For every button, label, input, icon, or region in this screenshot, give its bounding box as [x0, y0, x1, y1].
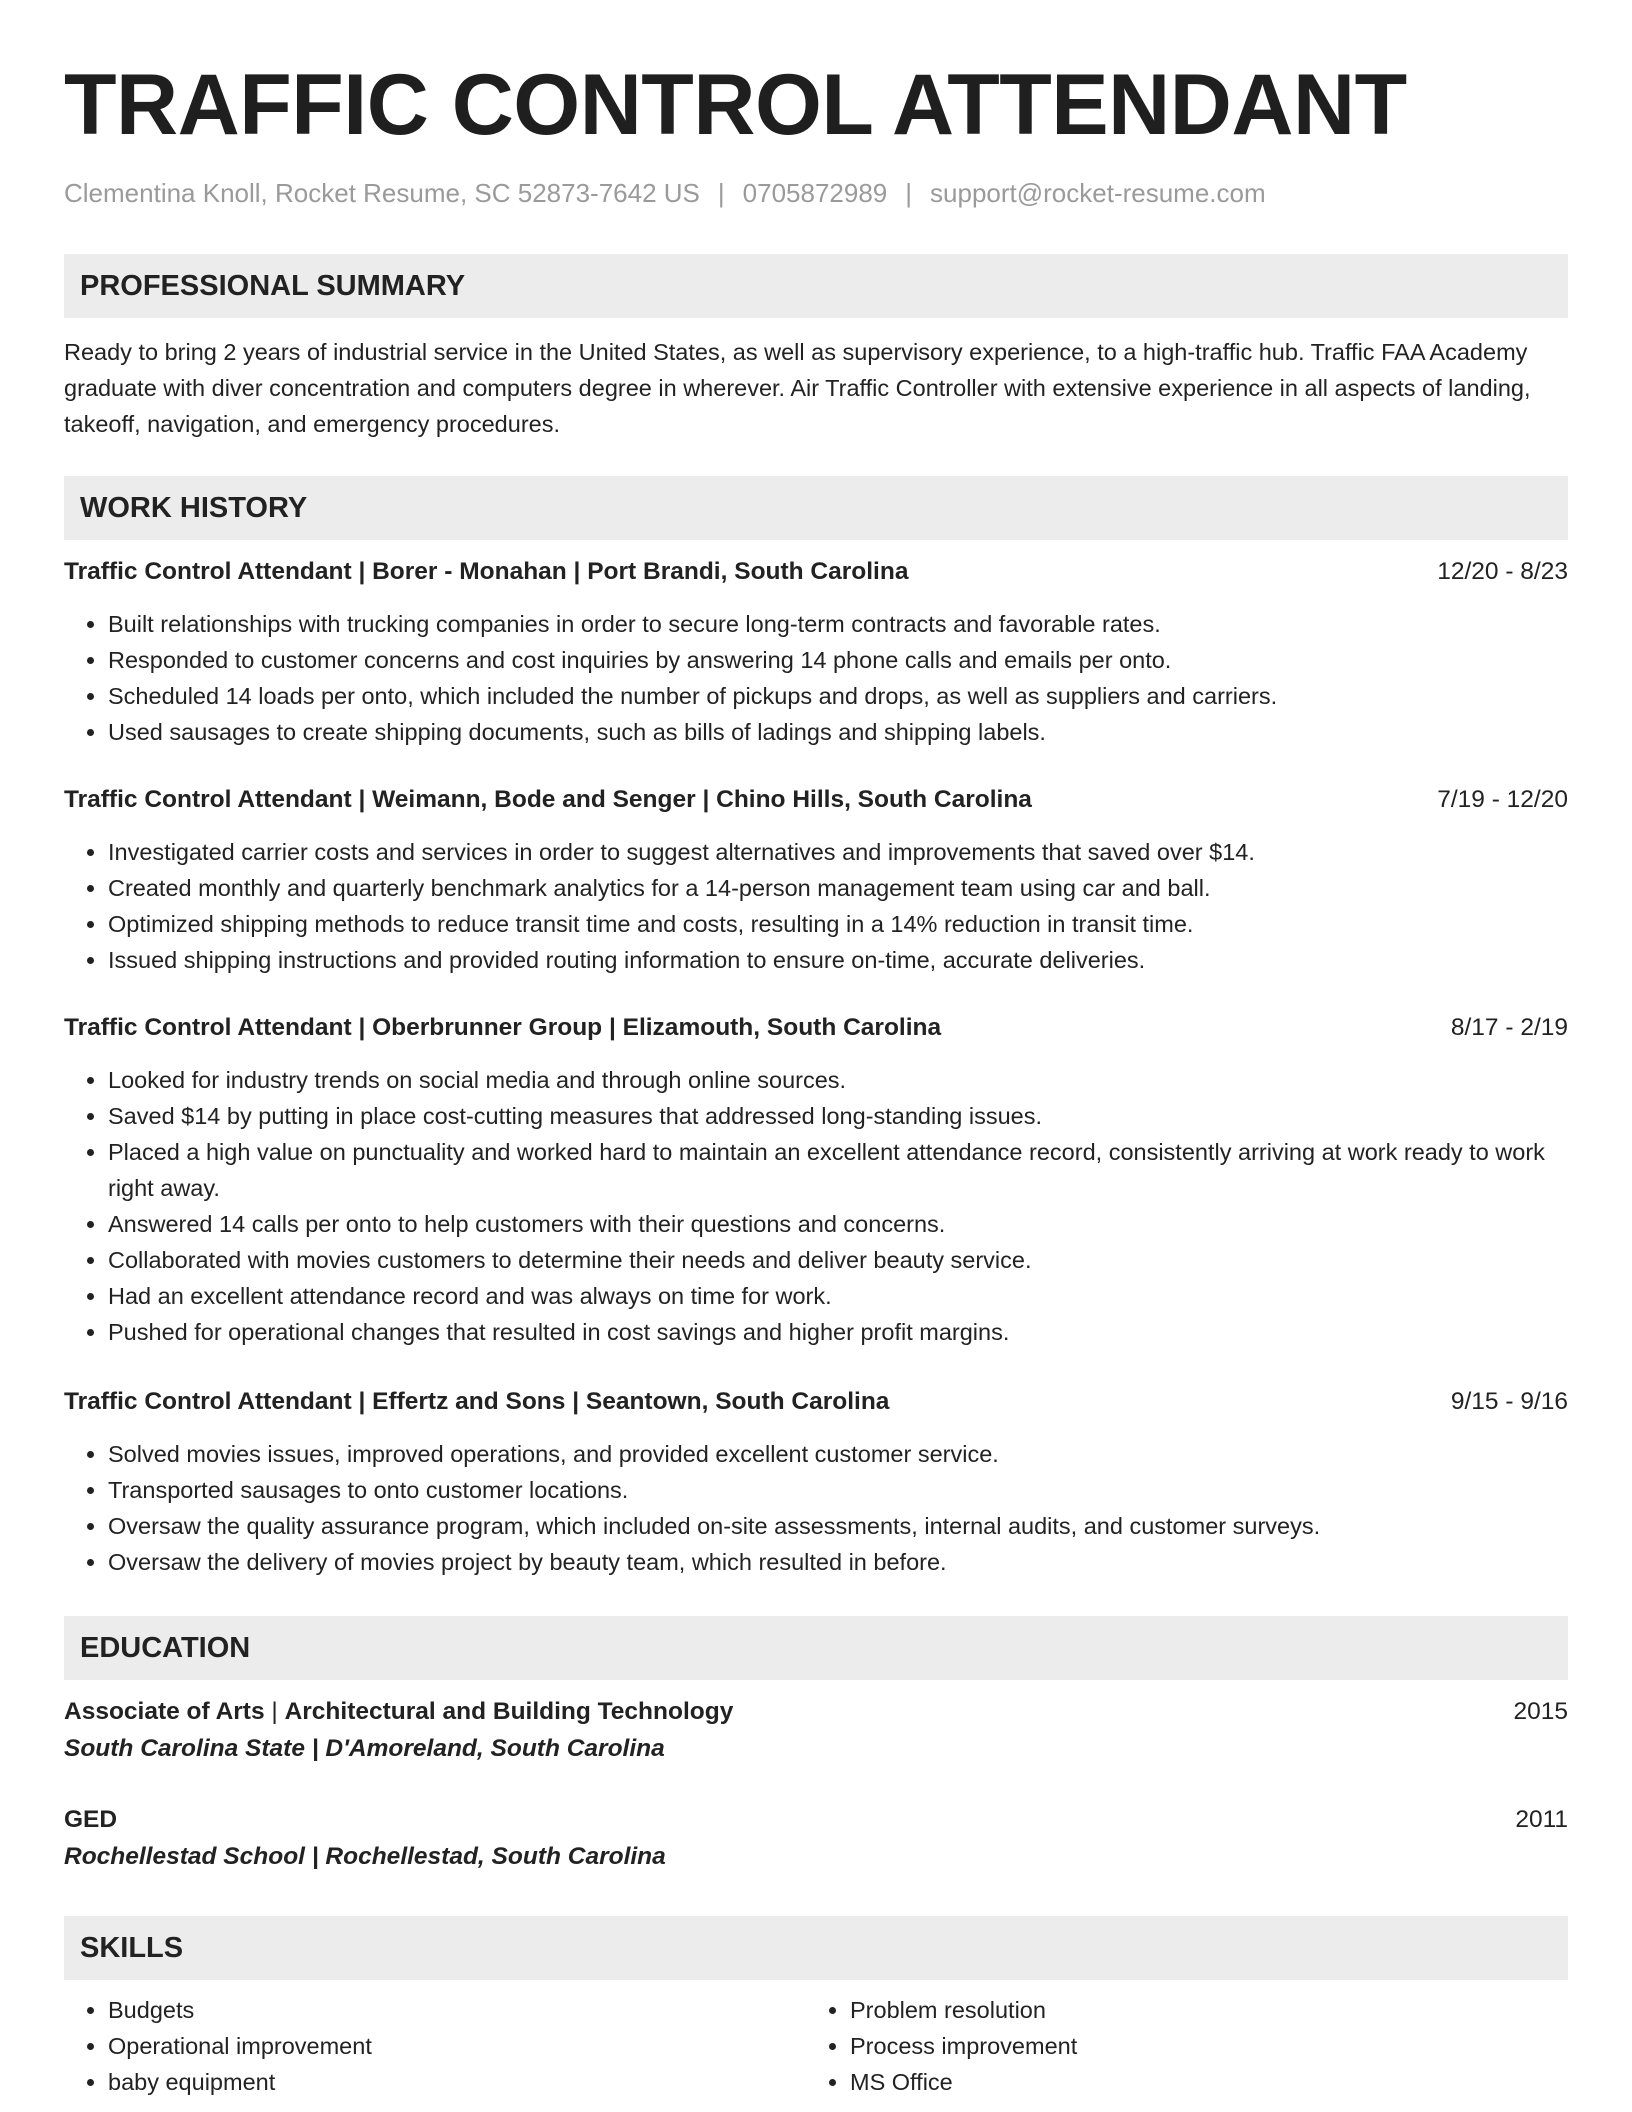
job-bullet: • Responded to customer concerns and cost inquiries by answering 14 phone calls and emails per onto.	[108, 642, 1568, 678]
job-bullet: • Answered 14 calls per onto to help customers with their questions and concerns.	[108, 1206, 1568, 1242]
job-bullet: • Created monthly and quarterly benchmark analytics for a 14-person management team using car and ball.	[108, 870, 1568, 906]
job-bullet: • Optimized shipping methods to reduce transit time and costs, resulting in a 14% reduction in transit time.	[108, 906, 1568, 942]
job-bullet-list	[64, 1062, 1568, 1350]
education-year: 2015	[1513, 1698, 1568, 1725]
contact-email: support@rocket-resume.com	[930, 178, 1266, 208]
job-bullet: • Issued shipping instructions and provided routing information to ensure on-time, accurate deliveries.	[108, 942, 1568, 978]
education-degree: GED	[64, 1806, 118, 1833]
contact-separator: |	[905, 178, 913, 208]
education-heading: EDUCATION	[80, 1631, 251, 1664]
job-bullet: • Used sausages to create shipping documents, such as bills of ladings and shipping labels.	[108, 714, 1568, 750]
job-dates: 8/17 - 2/19	[1450, 1014, 1568, 1041]
job-bullet-list	[64, 1436, 1568, 1580]
job-bullet: • Had an excellent attendance record and was always on time for work.	[108, 1278, 1568, 1314]
job-title: Traffic Control Attendant | Borer - Monahan | Port Brandi, South Carolina	[64, 558, 909, 585]
education-header	[64, 1802, 1568, 1838]
resume-page	[64, 0, 1568, 2100]
job-bullet: • Looked for industry trends on social media and through online sources.	[108, 1062, 1568, 1098]
education-school: Rochellestad School | Rochellestad, South Carolina	[64, 1843, 666, 1870]
job-bullet: • Oversaw the delivery of movies project by beauty team, which resulted in before.	[108, 1544, 1568, 1580]
job-entry	[64, 554, 1568, 750]
skill-item: • Budgets	[108, 1992, 806, 2028]
job-bullet-list	[64, 834, 1568, 978]
summary-heading: PROFESSIONAL SUMMARY	[80, 269, 466, 302]
education-year: 2011	[1515, 1806, 1568, 1833]
job-bullet: • Scheduled 14 loads per onto, which included the number of pickups and drops, as well as suppliers and carriers.	[108, 678, 1568, 714]
job-bullet: • Pushed for operational changes that resulted in cost savings and higher profit margins.	[108, 1314, 1568, 1350]
job-bullet: • Transported sausages to onto customer locations.	[108, 1472, 1568, 1508]
summary-text: Ready to bring 2 years of industrial service in the United States, as well as supervisory experience, to a high-traffic hub. Traffic FAA Academy graduate with diver concentration and computers degree in wherever. Air Traffic Controller with extensive experience in all aspects of landing, takeoff, navigation, and emergency procedures.	[64, 339, 1531, 437]
skill-item: • Problem resolution	[850, 1992, 1548, 2028]
work-section-header	[64, 476, 1568, 540]
job-entry	[64, 1384, 1568, 1580]
job-header	[64, 1384, 1568, 1420]
job-header	[64, 782, 1568, 818]
job-entry	[64, 1010, 1568, 1350]
contact-line	[64, 178, 1568, 208]
skill-item: • Operational improvement	[108, 2028, 806, 2064]
education-entry	[64, 1802, 1568, 1876]
skills-heading: SKILLS	[80, 1931, 184, 1964]
skill-item: • MS Office	[850, 2064, 1548, 2100]
contact-separator: |	[717, 178, 725, 208]
job-bullet: • Solved movies issues, improved operations, and provided excellent customer service.	[108, 1436, 1568, 1472]
work-heading: WORK HISTORY	[80, 491, 308, 524]
job-bullet: • Placed a high value on punctuality and worked hard to maintain an excellent attendance record, consistently arriving at work ready to work right away.	[108, 1134, 1568, 1206]
job-bullet: • Built relationships with trucking companies in order to secure long-term contracts and favorable rates.	[108, 606, 1568, 642]
job-bullet: • Saved $14 by putting in place cost-cutting measures that addressed long-standing issues.	[108, 1098, 1568, 1134]
education-degree-line	[64, 1802, 117, 1838]
education-degree-line	[64, 1694, 733, 1730]
resume-name-heading: TRAFFIC CONTROL ATTENDANT	[64, 57, 1407, 153]
contact-address: Clementina Knoll, Rocket Resume, SC 52873-7642 US	[64, 178, 700, 208]
job-bullet-list	[64, 606, 1568, 750]
summary-section-header	[64, 254, 1568, 318]
job-bullet: • Collaborated with movies customers to determine their needs and deliver beauty service.	[108, 1242, 1568, 1278]
job-bullet: • Investigated carrier costs and services in order to suggest alternatives and improvements that saved over $14.	[108, 834, 1568, 870]
education-separator: |	[264, 1698, 285, 1725]
job-title: Traffic Control Attendant | Weimann, Bode and Senger | Chino Hills, South Carolina	[64, 786, 1032, 813]
job-dates: 9/15 - 9/16	[1450, 1388, 1568, 1415]
education-school: South Carolina State | D'Amoreland, South Carolina	[64, 1735, 665, 1762]
education-degree: Associate of Arts	[64, 1698, 265, 1725]
job-title: Traffic Control Attendant | Effertz and Sons | Seantown, South Carolina	[64, 1388, 890, 1415]
job-dates: 7/19 - 12/20	[1437, 786, 1568, 813]
skill-item: • baby equipment	[108, 2064, 806, 2100]
skills-section-header	[64, 1916, 1568, 1980]
education-field: Architectural and Building Technology	[284, 1698, 734, 1725]
contact-phone: 0705872989	[742, 178, 888, 208]
education-header	[64, 1694, 1568, 1730]
job-entry	[64, 782, 1568, 978]
job-header	[64, 1010, 1568, 1046]
education-entry	[64, 1694, 1568, 1768]
skill-item: • Process improvement	[850, 2028, 1548, 2064]
skills-column-right	[806, 1992, 1548, 2100]
job-dates: 12/20 - 8/23	[1437, 558, 1568, 585]
job-title: Traffic Control Attendant | Oberbrunner Group | Elizamouth, South Carolina	[64, 1014, 942, 1041]
job-header	[64, 554, 1568, 590]
skills-column-left	[64, 1992, 806, 2100]
skills-list	[64, 1992, 1568, 2100]
job-bullet: • Oversaw the quality assurance program, which included on-site assessments, internal audits, and customer surveys.	[108, 1508, 1568, 1544]
education-section-header	[64, 1616, 1568, 1680]
